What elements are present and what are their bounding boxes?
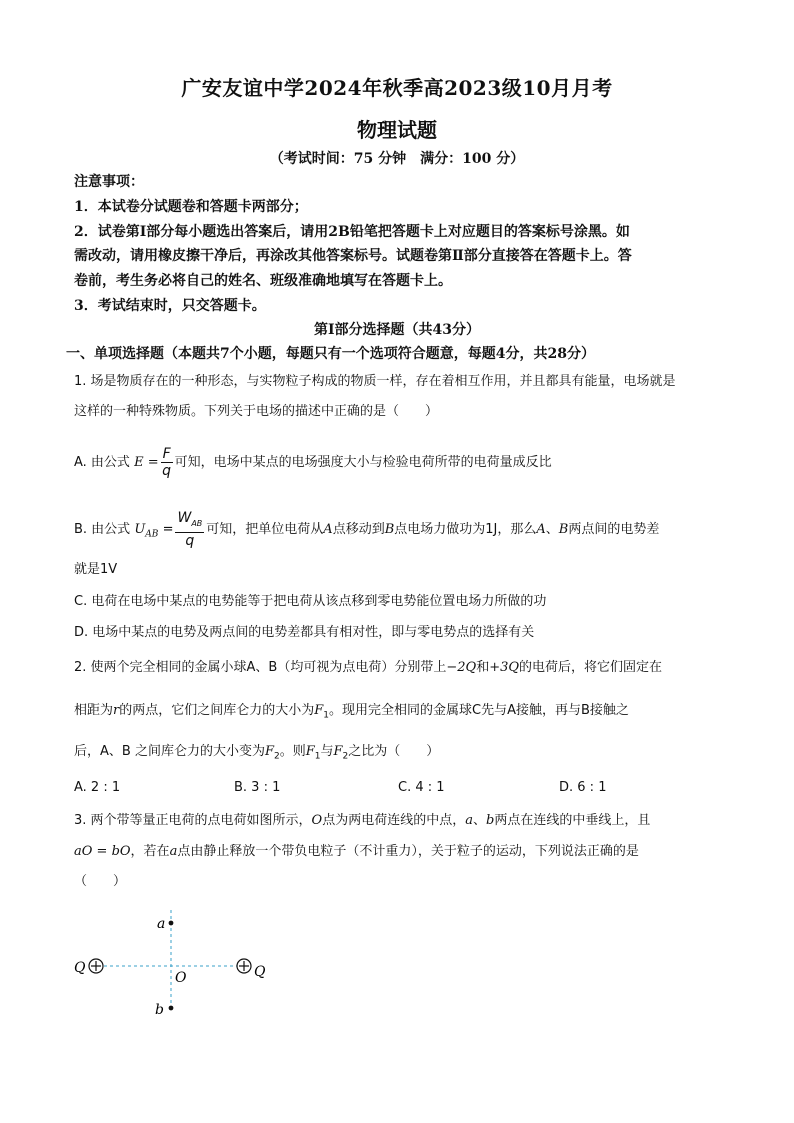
notice-item: 需改动，请用橡皮擦干净后，再涂改其他答案标号。试题卷第Ⅱ部分直接答在答题卡上。答	[74, 248, 632, 264]
point-a-dot	[169, 921, 174, 926]
positive-charge-left-icon	[89, 959, 103, 973]
q1-option-d: D. 电场中某点的电势及两点间的电势差都具有相对性，即与零电势点的选择有关	[74, 625, 535, 640]
q2-stem: 2. 使两个完全相同的金属小球A、B（均可视为点电荷）分别带上−2Q和+3Q的电荷后，将它们固定在	[74, 660, 663, 675]
fraction: $\frac{W_{AB}}{q}$	[177, 510, 203, 549]
q1-option-a: A. 由公式 E = $\frac{F}{q}$ 可知，电场中某点的电场强度大小与检验电荷所带的电荷量成反比	[74, 446, 552, 479]
q2-option-a: A. 2 : 1	[74, 780, 121, 795]
q1-stem: 这样的一种特殊物质。下列关于电场的描述中正确的是（ ）	[74, 404, 439, 419]
label-q-left: Q	[74, 960, 86, 976]
point-b-dot	[169, 1006, 174, 1011]
q3-stem: aO = bO，若在a点由静止释放一个带负电粒子（不计重力），关于粒子的运动，下列说法正确的是	[74, 844, 639, 859]
fraction: $\frac{F}{q}$	[162, 446, 172, 479]
notice-heading: 注意事项：	[74, 174, 144, 190]
q1-option-b: B. 由公式 $U_{AB}$ = $\frac{W_{AB}}{q}$ 可知，把单位电荷从A点移动到B点电场力做功为1J，那么A、B两点间的电势差	[74, 510, 660, 549]
q3-figure	[60, 900, 290, 1030]
label-b: b	[155, 1002, 164, 1018]
section1-heading: 一、单项选择题（本题共7个小题，每题只有一个选项符合题意，每题4分，共28分）	[66, 346, 595, 362]
notice-item: 1．本试卷分试题卷和答题卡两部分；	[74, 199, 308, 215]
label-a: a	[157, 916, 166, 932]
label-o: O	[175, 970, 187, 986]
q2-option-b: B. 3 : 1	[234, 780, 281, 795]
q3-stem: 3. 两个带等量正电荷的点电荷如图所示，O点为两电荷连线的中点，a、b两点在连线的中垂线上，且	[74, 813, 651, 828]
exam-info: （考试时间：75 分钟 满分：100 分）	[269, 151, 525, 167]
notice-item: 2．试卷第Ⅰ部分每小题选出答案后，请用2B铅笔把答题卡上对应题目的答案标号涂黑。如	[74, 224, 630, 240]
q2-option-c: C. 4 : 1	[398, 780, 445, 795]
notice-item: 卷前，考生务必将自己的姓名、班级准确地填写在答题卡上。	[74, 273, 452, 289]
q2-stem: 后，A、B 之间库仑力的大小变为$F_2$。则$F_1$与$F_2$之比为（ ）	[74, 744, 440, 762]
part1-heading: 第Ⅰ部分选择题（共43分）	[313, 322, 481, 338]
exam-title: 广安友谊中学2024年秋季高2023级10月月考	[181, 76, 613, 100]
q1-option-c: C. 电荷在电场中某点的电势能等于把电荷从该点移到零电势能位置电场力所做的功	[74, 594, 547, 609]
q2-option-d: D. 6 : 1	[559, 780, 607, 795]
label-q-right: Q	[254, 964, 266, 980]
q2-stem: 相距为r的两点，它们之间库仑力的大小为$F_1$。现用完全相同的金属球C先与A接触，再与B接触之	[74, 703, 629, 721]
q3-stem: （ ）	[74, 874, 127, 889]
exam-subject: 物理试题	[357, 118, 437, 142]
notice-item: 3．考试结束时，只交答题卡。	[74, 298, 266, 314]
q1-stem: 1. 场是物质存在的一种形态，与实物粒子构成的物质一样，存在着相互作用，并且都具有能量，电场就是	[74, 374, 676, 389]
positive-charge-right-icon	[237, 959, 251, 973]
q1-option-b-cont: 就是1V	[74, 562, 118, 577]
